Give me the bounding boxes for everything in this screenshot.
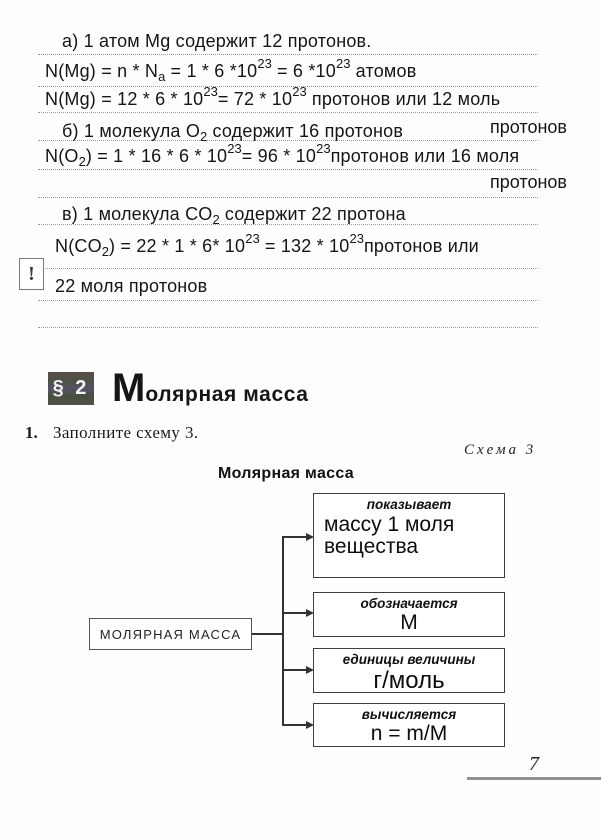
task-text: Заполните схему 3. <box>53 423 199 442</box>
eq-subscript: 2 <box>200 129 208 144</box>
eq-superscript: 23 <box>316 141 331 156</box>
eq-seg: N(Mg) = n * N <box>45 61 159 81</box>
eq-seg: ) = 1 * 16 * 6 * 10 <box>85 146 228 166</box>
eq-superscript: 23 <box>335 56 351 71</box>
answer-eq-o2 <box>45 141 520 169</box>
arrow-right-icon <box>283 536 307 538</box>
scheme-box-calculated <box>313 703 505 747</box>
section-title-initial: М <box>112 366 146 410</box>
eq-seg: = 6 *10 <box>271 61 336 81</box>
answer-carry-protons: протонов <box>490 172 567 192</box>
eq-seg: протонов или <box>363 236 479 256</box>
scheme-box-answer: n = m/M <box>370 722 448 745</box>
eq-superscript: 23 <box>349 231 364 246</box>
scheme-box-label: показывает <box>366 497 452 512</box>
eq-seg: в) 1 молекула CO <box>62 204 213 224</box>
eq-seg: ) = 22 * 1 * 6* 10 <box>109 236 246 256</box>
eq-seg: содержит 22 протона <box>219 204 406 224</box>
eq-seg: б) 1 молекула O <box>62 121 201 141</box>
scheme-box-answer: массу 1 моля вещества <box>324 513 455 559</box>
arrow-right-icon <box>283 669 307 671</box>
eq-seg: = 1 * 6 *10 <box>165 61 258 81</box>
eq-superscript: 23 <box>257 56 272 71</box>
arrow-right-icon <box>283 724 307 726</box>
scheme-title: Молярная масса <box>218 465 354 482</box>
scheme-box-shows <box>313 493 505 578</box>
eq-subscript: 2 <box>101 244 110 259</box>
section-title-rest: олярная масса <box>145 383 309 406</box>
eq-seg: = 96 * 10 <box>241 146 317 166</box>
eq-superscript: 23 <box>227 141 242 156</box>
answer-line-v <box>62 204 406 225</box>
scheme-box-denoted <box>313 592 505 637</box>
answer-eq-co2 <box>55 231 479 259</box>
connector-spine <box>282 536 284 726</box>
eq-subscript: 2 <box>78 154 86 169</box>
scheme-box-label: единицы величины <box>342 652 476 667</box>
section-title <box>112 368 309 408</box>
page-number: 7 <box>529 753 539 775</box>
eq-subscript: 2 <box>212 212 220 227</box>
important-note-icon: ! <box>19 258 44 290</box>
ruled-line <box>38 327 538 328</box>
answer-eq-mg-protons <box>45 84 501 110</box>
ruled-line <box>38 197 538 198</box>
eq-seg: протонов или 12 моль <box>306 89 501 109</box>
section-badge: § 2 <box>48 372 94 405</box>
scheme-caption: Схема 3 <box>464 442 537 458</box>
scheme-box-answer: M <box>400 611 418 634</box>
answer-line-b <box>62 121 403 142</box>
eq-seg: атомов <box>350 61 417 81</box>
eq-seg: N(CO <box>55 236 102 256</box>
eq-seg: = 132 * 10 <box>259 236 350 256</box>
eq-superscript: 23 <box>245 231 260 246</box>
ruled-line <box>38 300 538 301</box>
eq-seg: N(O <box>45 146 79 166</box>
scheme-box-label: вычисляется <box>361 707 457 722</box>
eq-superscript: 23 <box>203 84 218 99</box>
eq-seg: содержит 16 протонов <box>207 121 404 141</box>
answer-line-a: а) 1 атом Mg содержит 12 протонов. <box>62 31 372 51</box>
arrow-right-icon <box>283 612 307 614</box>
answer-line-co2-cont: 22 моля протонов <box>55 276 208 296</box>
answer-carry-protons: протонов <box>490 117 567 137</box>
scheme-box-label: обозначается <box>360 596 458 611</box>
task-number: 1. <box>25 423 38 442</box>
eq-superscript: 23 <box>292 84 307 99</box>
eq-seg: N(Mg) = 12 * 6 * 10 <box>45 89 204 109</box>
scheme-root-box: МОЛЯРНАЯ МАССА <box>89 618 252 650</box>
ruled-line <box>38 54 538 55</box>
answer-eq-mg-atoms <box>45 56 417 84</box>
eq-subscript: a <box>158 69 166 84</box>
ruled-line <box>38 268 538 269</box>
connector-root-line <box>252 633 283 635</box>
ruled-line <box>38 112 538 113</box>
scheme-box-answer: г/моль <box>373 667 445 694</box>
eq-seg: = 72 * 10 <box>217 89 293 109</box>
footer-rule <box>467 777 601 780</box>
ruled-line <box>38 169 538 170</box>
ruled-line <box>38 86 538 87</box>
scheme-box-units <box>313 648 505 693</box>
eq-seg: протонов или 16 моля <box>330 146 520 166</box>
